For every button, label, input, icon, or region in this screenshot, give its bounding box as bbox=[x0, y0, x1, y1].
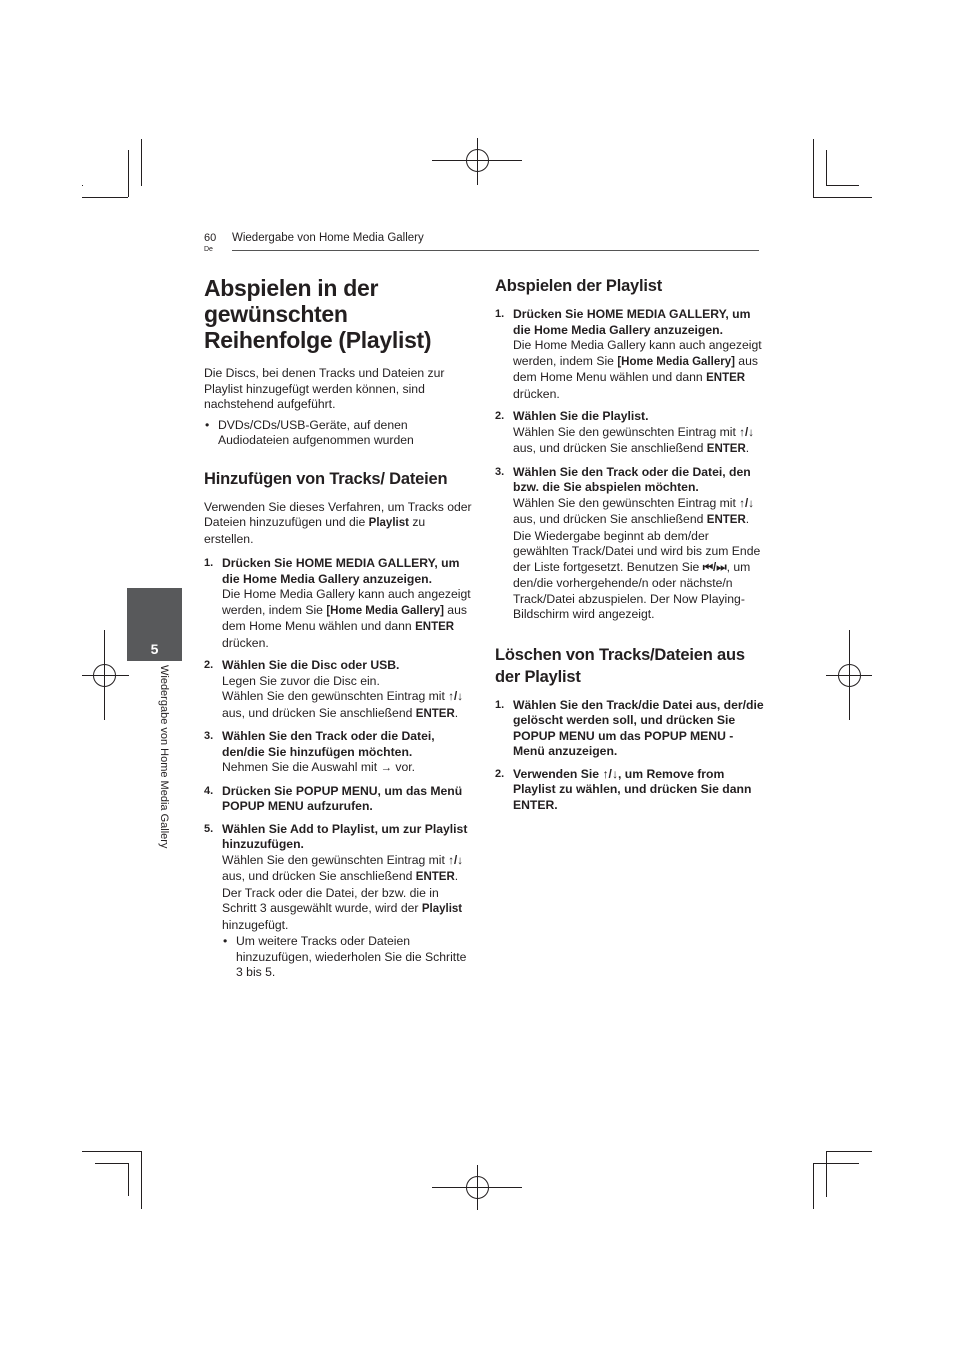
list-item: 4. Drücken Sie POPUP MENU, um das Menü POPUP MENU aufzurufen. bbox=[204, 783, 463, 813]
list-item: 1. Wählen Sie den Track/die Datei aus, der/die gelöscht werden soll, und drücken Sie POPUP MENU um das POPUP MENU -Menü anzuzeigen. bbox=[495, 697, 764, 758]
list-item: 3. Wählen Sie den Track oder die Datei, den bzw. die Sie abspielen möchten. Wählen Sie den gewünschten Eintrag mit ↑/↓ aus, und drücken Sie anschließend ENTER. Die Wiedergabe beginnt ab dem/der gewählten Track/Datei und wird bis zum Ende der Liste fortgesetzt. Benutzen Sie ⏮/⏭, um den/die vorhergehende/n oder nächste/n Track/Datei abzuspielen. Der Now Playing-Bildschirm wird angezeigt. bbox=[495, 464, 761, 621]
intro-bullet: • DVDs/CDs/USB-Geräte, auf denen Audiodateien aufgenommen wurden bbox=[204, 418, 474, 449]
right-column bbox=[495, 275, 765, 820]
header-rule bbox=[232, 250, 759, 251]
list-item: 3. Wählen Sie den Track oder die Datei, den/die Sie hinzufügen möchten. Nehmen Sie die Auswahl mit → vor. bbox=[204, 729, 435, 774]
up-down-arrow-icon: ↑/↓ bbox=[448, 854, 463, 867]
add-steps bbox=[204, 556, 474, 981]
delete-section-heading: Löschen von Tracks/Dateien aus der Playlist bbox=[495, 645, 745, 686]
page-number: 60 bbox=[204, 232, 217, 244]
chapter-tab bbox=[127, 588, 182, 661]
up-down-arrow-icon: ↑/↓ bbox=[739, 426, 754, 439]
up-down-arrow-icon: ↑/↓ bbox=[448, 691, 463, 703]
play-steps bbox=[495, 307, 765, 623]
delete-steps bbox=[495, 698, 765, 814]
chapter-side-label: Wiedergabe von Home Media Gallery bbox=[158, 665, 170, 849]
list-item: 2. Wählen Sie die Disc oder USB. Legen Sie zuvor die Disc ein. Wählen Sie den gewünschten Eintrag mit ↑/↓ aus, und drücken Sie anschließend ENTER. bbox=[204, 658, 463, 720]
left-column bbox=[204, 275, 474, 988]
list-item: 1. Drücken Sie HOME MEDIA GALLERY, um die Home Media Gallery anzuzeigen. Die Home Media Gallery kann auch angezeigt werden, indem Sie [Home Media Gallery] aus dem Home Menu wählen und dann ENTER drücken. bbox=[204, 556, 471, 650]
play-section-heading: Abspielen der Playlist bbox=[495, 277, 663, 295]
chapter-title: Wiedergabe von Home Media Gallery bbox=[232, 232, 424, 244]
up-down-arrow-icon: ↑/↓ bbox=[739, 497, 754, 510]
list-item: 2. Wählen Sie die Playlist. Wählen Sie den gewünschten Eintrag mit ↑/↓ aus, und drücken Sie anschließend ENTER. bbox=[495, 409, 754, 455]
language-code: De bbox=[204, 246, 213, 253]
add-section-intro: Verwenden Sie dieses Verfahren, um Tracks oder Dateien hinzuzufügen und die Playlist zu erstellen. bbox=[204, 499, 472, 546]
list-item: 5. Wählen Sie Add to Playlist, um zur Playlist hinzuzufügen. Wählen Sie den gewünschten Eintrag mit ↑/↓ aus, und drücken Sie anschließend ENTER. Der Track oder die Datei, der bzw. die in Schritt 3 ausgewählt wurde, wird der Playlist hinzugefügt. • Um weitere Tracks oder Dateien hinzuzufügen, wiederholen Sie die Schritte 3 bis 5. bbox=[204, 822, 474, 981]
chapter-tab-number: 5 bbox=[150, 641, 159, 657]
intro-text: Die Discs, bei denen Tracks und Dateien zur Playlist hinzugefügt werden können, sind nachstehend aufgeführt. bbox=[204, 366, 445, 411]
add-section-heading: Hinzufügen von Tracks/ Dateien bbox=[204, 469, 448, 488]
chapter-side-label-wrap bbox=[157, 665, 171, 875]
list-item: 1. Drücken Sie HOME MEDIA GALLERY, um die Home Media Gallery anzuzeigen. Die Home Media Gallery kann auch angezeigt werden, indem Sie [Home Media Gallery] aus dem Home Menu wählen und dann ENTER drücken. bbox=[495, 307, 762, 401]
up-down-arrow-icon: ↑/↓ bbox=[602, 766, 618, 781]
skip-prev-next-icon: ⏮/⏭ bbox=[702, 561, 727, 574]
step-bullet: • Um weitere Tracks oder Dateien hinzuzufügen, wiederholen Sie die Schritte 3 bis 5. bbox=[222, 934, 474, 981]
list-item: 2. Verwenden Sie ↑/↓, um Remove from Playlist zu wählen, und drücken Sie dann ENTER. bbox=[495, 766, 752, 812]
right-arrow-icon: → bbox=[380, 762, 393, 774]
page-title: Abspielen in der gewünschten Reihenfolge (Playlist) bbox=[204, 275, 432, 353]
